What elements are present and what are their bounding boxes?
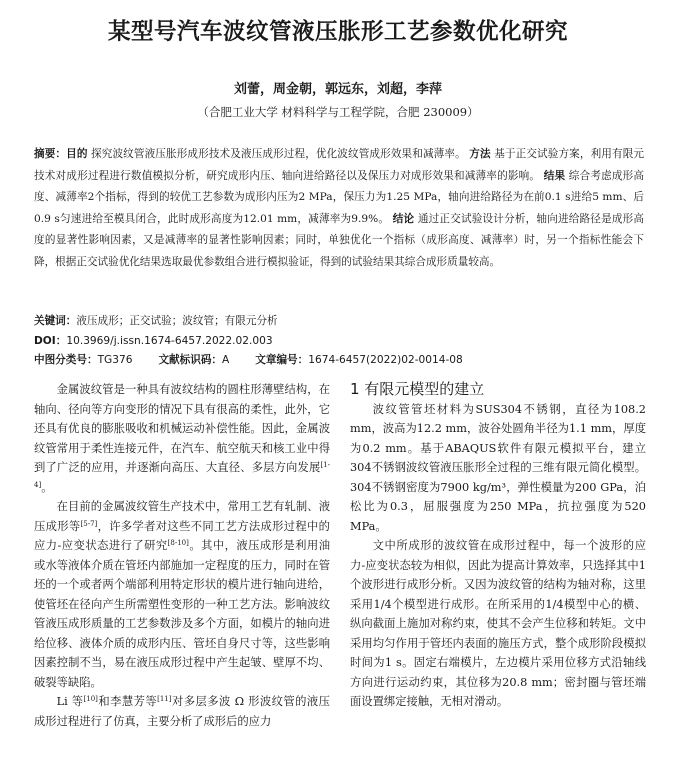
intro-text-3a: Li 等	[56, 695, 84, 708]
paper-title: 某型号汽车波纹管液压胀形工艺参数优化研究	[107, 19, 568, 45]
intro-text-2b: ，许多学者对这些不同工艺方法成形过程中的应力-应变状态进行了研究	[34, 519, 330, 552]
author-list: 刘蕾，周金朝，郭远东，刘超，李萍	[233, 82, 442, 97]
intro-paragraph-1	[34, 380, 330, 497]
citation: [5-7]	[80, 519, 98, 528]
abstract-label: 摘要：	[34, 148, 67, 160]
intro-paragraph-3	[34, 692, 330, 731]
keywords-label: 关键词：	[34, 315, 77, 327]
affiliation: （合肥工业大学 材料科学与工程学院，合肥 230009）	[197, 105, 479, 119]
doc-code-label: 文献标识码：	[158, 354, 223, 366]
intro-text-2a: 在目前的金属波纹管生产技术中，常用工艺有轧制、液压成形等	[34, 500, 330, 533]
conclusion-text: 通过正交试验设计分析，轴向进给路径是成形高度的显著性影响因素，又是减薄率的显著性影响因素；同时，单独优化一个指标（成形高度、减薄率）时，另一个指标性能会下降，根据正交试验优化结果选取最优参数组合进行模拟验证，得到的试验结果其综合成形质量较高。	[34, 212, 645, 268]
keywords-text: 液压成形；正交试验；波纹管；有限元分析	[76, 315, 278, 327]
method-label: 方法	[469, 148, 491, 160]
citation: [11]	[157, 695, 172, 703]
result-text: 综合考虑成形高度、减薄率2个指标，得到的较优工艺参数为成形内压为2 MPa，保压力为1.25 MPa，轴向进给路径为在前0.1 s进给5 mm、后0.9 s匀速进给至模具闭合，此时成形高度为12.01 mm，减薄率为9.9%。	[34, 169, 645, 225]
intro-text-1-end: 。	[41, 480, 53, 494]
article-no-label: 文章编号：	[255, 354, 309, 366]
doi-value: 10.3969/j.issn.1674-6457.2022.02.003	[66, 335, 273, 347]
purpose-text: 探究波纹管液压胀形成形技术及液压成形过程，优化波纹管成形效果和减薄率。	[91, 148, 466, 160]
intro-text-1: 金属波纹管是一种具有波纹结构的圆柱形薄壁结构，在轴向、径向等方向变形的情况下具有很高的柔性，此外，它还具有优良的膨胀吸收和机械运动补偿性能。因此，金属波纹管常用于柔性连接元件，在汽车、航空航天和核工业中得到了广泛的应用，并逐渐向高压、大直径、多层方向发展	[34, 383, 330, 474]
citation: [1-4]	[34, 461, 330, 489]
purpose-label: 目的	[66, 148, 88, 160]
clc-value: TG376	[97, 354, 133, 366]
intro-text-3b: 和李慧芳等	[97, 695, 158, 708]
right-column	[350, 380, 646, 712]
conclusion-label: 结论	[392, 212, 415, 225]
model-paragraph-2: 文中所成形的波纹管在成形过程中，每一个波形的应力-应变状态较为相似，因此为提高计算效率，只选择其中1个波形进行成形分析。又因为波纹管的结构为轴对称，这里采用1/4个模型进行成形。在所采用的1/4模型中心的横、纵向截面上施加对称约束，使其不会产生位移和转矩。文中采用均匀作用于管坯内表面的施压方式，整个成形阶段模拟时间为1 s。固定右端模片，左边模片采用位移方式沿轴线方向进行运动约束，其位移为20.8 mm；密封圈与管坯端面设置绑定接触，无相对滑动。	[350, 539, 646, 708]
doc-code-value: A	[222, 354, 230, 366]
clc-label: 中图分类号：	[34, 354, 98, 366]
citation: [8-10]	[167, 539, 189, 547]
left-column	[34, 380, 330, 731]
keywords-line	[34, 313, 644, 328]
intro-text-3c: 对多层多波 Ω 形波纹管的液压成形过程进行了仿真，主要分析了成形后的应力	[34, 695, 330, 728]
citation: [10]	[83, 695, 98, 703]
intro-text-2c: 。其中，液压成形是利用油或水等液体介质在管坯内部施加一定程度的压力，同时在管坯的一个或者两个端部利用特定形状的模片进行轴向进给，使管坯在径向产生所需塑性变形的一种工艺方法。影响波纹管液压成形质量的工艺参数涉及多个方面，如模片的轴向进给位移、液体介质的成形内压、管坯自身尺寸等，这些影响因素控制不当，易在液压成形过程中产生起皱、壁厚不均、破裂等缺陷。	[34, 539, 330, 689]
classification-line	[34, 352, 654, 367]
abstract	[34, 144, 644, 274]
section-heading: 1 有限元模型的建立	[350, 380, 485, 398]
article-no-value: 1674-6457(2022)02-0014-08	[308, 354, 463, 366]
intro-paragraph-2	[34, 497, 330, 692]
doi-line	[34, 333, 644, 348]
doi-label: DOI：	[34, 335, 67, 347]
method-text: 基于正交试验方案，利用有限元技术对成形过程进行数值模拟分析，研究成形内压、轴向进给路径以及保压力对成形效果和减薄率的影响。	[34, 148, 644, 182]
model-paragraph-1: 波纹管管坯材料为SUS304不锈钢，直径为108.2 mm，波高为12.2 mm，波谷处圆角半径为1.1 mm，厚度为0.2 mm。基于ABAQUS软件有限元模拟平台，建立304不锈钢波纹管液压胀形全过程的三维有限元简化模型。304不锈钢密度为7900 kg/m³，弹性模量为200 GPa，泊松比为0.3，屈服强度为250 MPa，抗拉强度为520 MPa。	[350, 402, 646, 533]
result-label: 结果	[543, 169, 566, 182]
